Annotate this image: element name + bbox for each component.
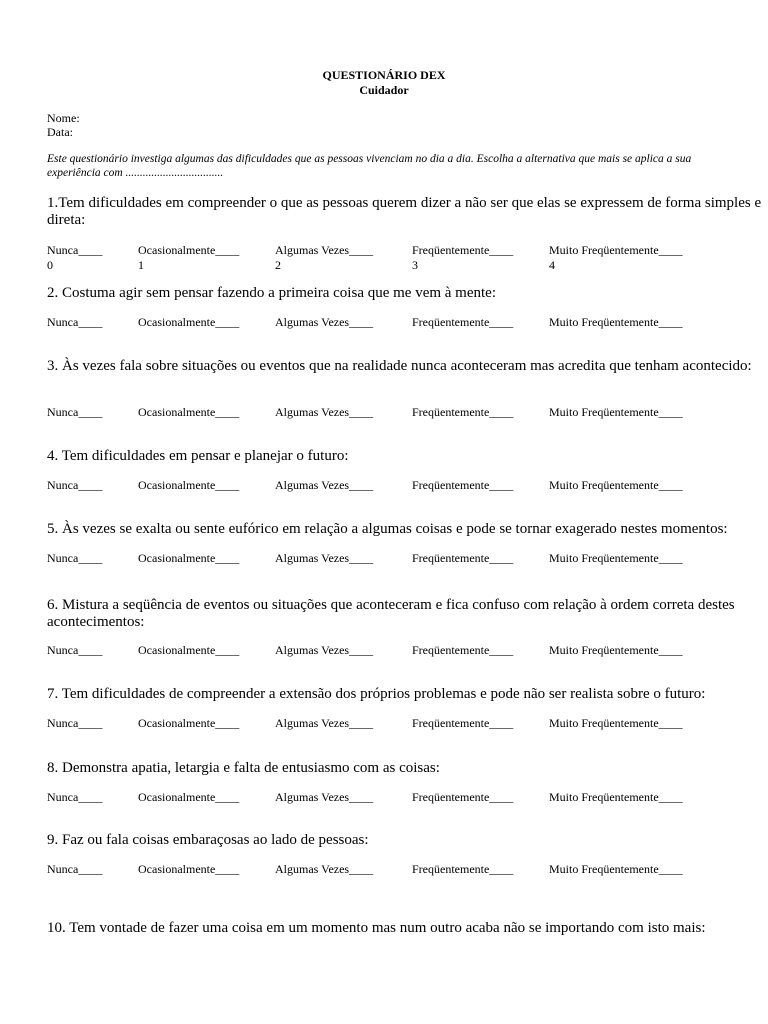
- question-2: 2. Costuma agir sem pensar fazendo a primeira coisa que me vem à mente:: [47, 285, 497, 301]
- option-muito-frequentemente[interactable]: Muito Freqüentemente____: [549, 405, 683, 419]
- date-field-label: Data:: [47, 125, 73, 139]
- option-score: 2: [275, 258, 281, 272]
- option-nunca[interactable]: Nunca____: [47, 643, 103, 657]
- option-frequentemente[interactable]: Freqüentemente____: [412, 716, 514, 730]
- option-algumas-vezes[interactable]: Algumas Vezes____: [275, 862, 374, 876]
- option-frequentemente[interactable]: Freqüentemente____: [412, 551, 514, 565]
- questionnaire-subtitle: Cuidador: [359, 83, 409, 97]
- option-frequentemente[interactable]: Freqüentemente____: [412, 790, 514, 804]
- name-field-label: Nome:: [47, 111, 80, 125]
- option-ocasionalmente[interactable]: Ocasionalmente____: [138, 478, 240, 492]
- option-muito-frequentemente[interactable]: Muito Freqüentemente____: [549, 790, 683, 804]
- question-8: 8. Demonstra apatia, letargia e falta de entusiasmo com as coisas:: [47, 760, 440, 776]
- option-ocasionalmente[interactable]: Ocasionalmente____: [138, 790, 240, 804]
- option-algumas-vezes[interactable]: Algumas Vezes____: [275, 315, 374, 329]
- option-nunca[interactable]: Nunca____: [47, 716, 103, 730]
- option-muito-frequentemente[interactable]: Muito Freqüentemente____: [549, 643, 683, 657]
- option-frequentemente[interactable]: Freqüentemente____: [412, 862, 514, 876]
- question-9: 9. Faz ou fala coisas embaraçosas ao lado de pessoas:: [47, 832, 369, 848]
- questionnaire-title: QUESTIONÁRIO DEX: [322, 68, 446, 82]
- option-muito-frequentemente[interactable]: Muito Freqüentemente____: [549, 716, 683, 730]
- option-score: 3: [412, 258, 418, 272]
- option-frequentemente[interactable]: Freqüentemente____: [412, 478, 514, 492]
- question-1: 1.Tem dificuldades em compreender o que as pessoas querem dizer a não ser que elas se expressem de forma simples e direta:: [47, 195, 762, 228]
- option-nunca[interactable]: Nunca____: [47, 862, 103, 876]
- option-ocasionalmente[interactable]: Ocasionalmente____: [138, 716, 240, 730]
- question-5: 5. Às vezes se exalta ou sente eufórico em relação a algumas coisas e pode se tornar exagerado nestes momentos:: [47, 521, 728, 537]
- question-10: 10. Tem vontade de fazer uma coisa em um momento mas num outro acaba não se importando com isto mais:: [47, 920, 706, 936]
- option-algumas-vezes[interactable]: Algumas Vezes____: [275, 551, 374, 565]
- option-nunca[interactable]: Nunca____: [47, 551, 103, 565]
- option-nunca[interactable]: Nunca____: [47, 315, 103, 329]
- option-muito-frequentemente[interactable]: Muito Freqüentemente____: [549, 243, 683, 257]
- option-ocasionalmente[interactable]: Ocasionalmente____: [138, 551, 240, 565]
- option-muito-frequentemente[interactable]: Muito Freqüentemente____: [549, 862, 683, 876]
- option-algumas-vezes[interactable]: Algumas Vezes____: [275, 478, 374, 492]
- option-muito-frequentemente[interactable]: Muito Freqüentemente____: [549, 315, 683, 329]
- option-algumas-vezes[interactable]: Algumas Vezes____: [275, 790, 374, 804]
- option-nunca[interactable]: Nunca____: [47, 405, 103, 419]
- option-algumas-vezes[interactable]: Algumas Vezes____: [275, 243, 374, 257]
- option-algumas-vezes[interactable]: Algumas Vezes____: [275, 405, 374, 419]
- option-nunca[interactable]: Nunca____: [47, 243, 103, 257]
- option-ocasionalmente[interactable]: Ocasionalmente____: [138, 643, 240, 657]
- option-nunca[interactable]: Nunca____: [47, 478, 103, 492]
- question-6: 6. Mistura a seqüência de eventos ou situações que aconteceram e fica confuso com relação à ordem correta destes acontecimentos:: [47, 597, 735, 630]
- question-3: 3. Às vezes fala sobre situações ou eventos que na realidade nunca aconteceram mas acredita que tenham acontecido:: [47, 358, 752, 374]
- intro-text: Este questionário investiga algumas das dificuldades que as pessoas vivenciam no dia a dia. Escolha a alternativa que mais se aplica a sua experiência com ..................................: [47, 153, 692, 179]
- question-7: 7. Tem dificuldades de compreender a extensão dos próprios problemas e pode não ser realista sobre o futuro:: [47, 686, 706, 702]
- option-algumas-vezes[interactable]: Algumas Vezes____: [275, 716, 374, 730]
- option-score: 4: [549, 258, 555, 272]
- question-4: 4. Tem dificuldades em pensar e planejar o futuro:: [47, 448, 349, 464]
- option-muito-frequentemente[interactable]: Muito Freqüentemente____: [549, 478, 683, 492]
- option-score: 0: [47, 258, 53, 272]
- option-frequentemente[interactable]: Freqüentemente____: [412, 315, 514, 329]
- option-frequentemente[interactable]: Freqüentemente____: [412, 643, 514, 657]
- option-algumas-vezes[interactable]: Algumas Vezes____: [275, 643, 374, 657]
- option-ocasionalmente[interactable]: Ocasionalmente____: [138, 243, 240, 257]
- option-frequentemente[interactable]: Freqüentemente____: [412, 243, 514, 257]
- option-ocasionalmente[interactable]: Ocasionalmente____: [138, 862, 240, 876]
- option-ocasionalmente[interactable]: Ocasionalmente____: [138, 405, 240, 419]
- option-frequentemente[interactable]: Freqüentemente____: [412, 405, 514, 419]
- option-nunca[interactable]: Nunca____: [47, 790, 103, 804]
- option-score: 1: [138, 258, 144, 272]
- option-muito-frequentemente[interactable]: Muito Freqüentemente____: [549, 551, 683, 565]
- option-ocasionalmente[interactable]: Ocasionalmente____: [138, 315, 240, 329]
